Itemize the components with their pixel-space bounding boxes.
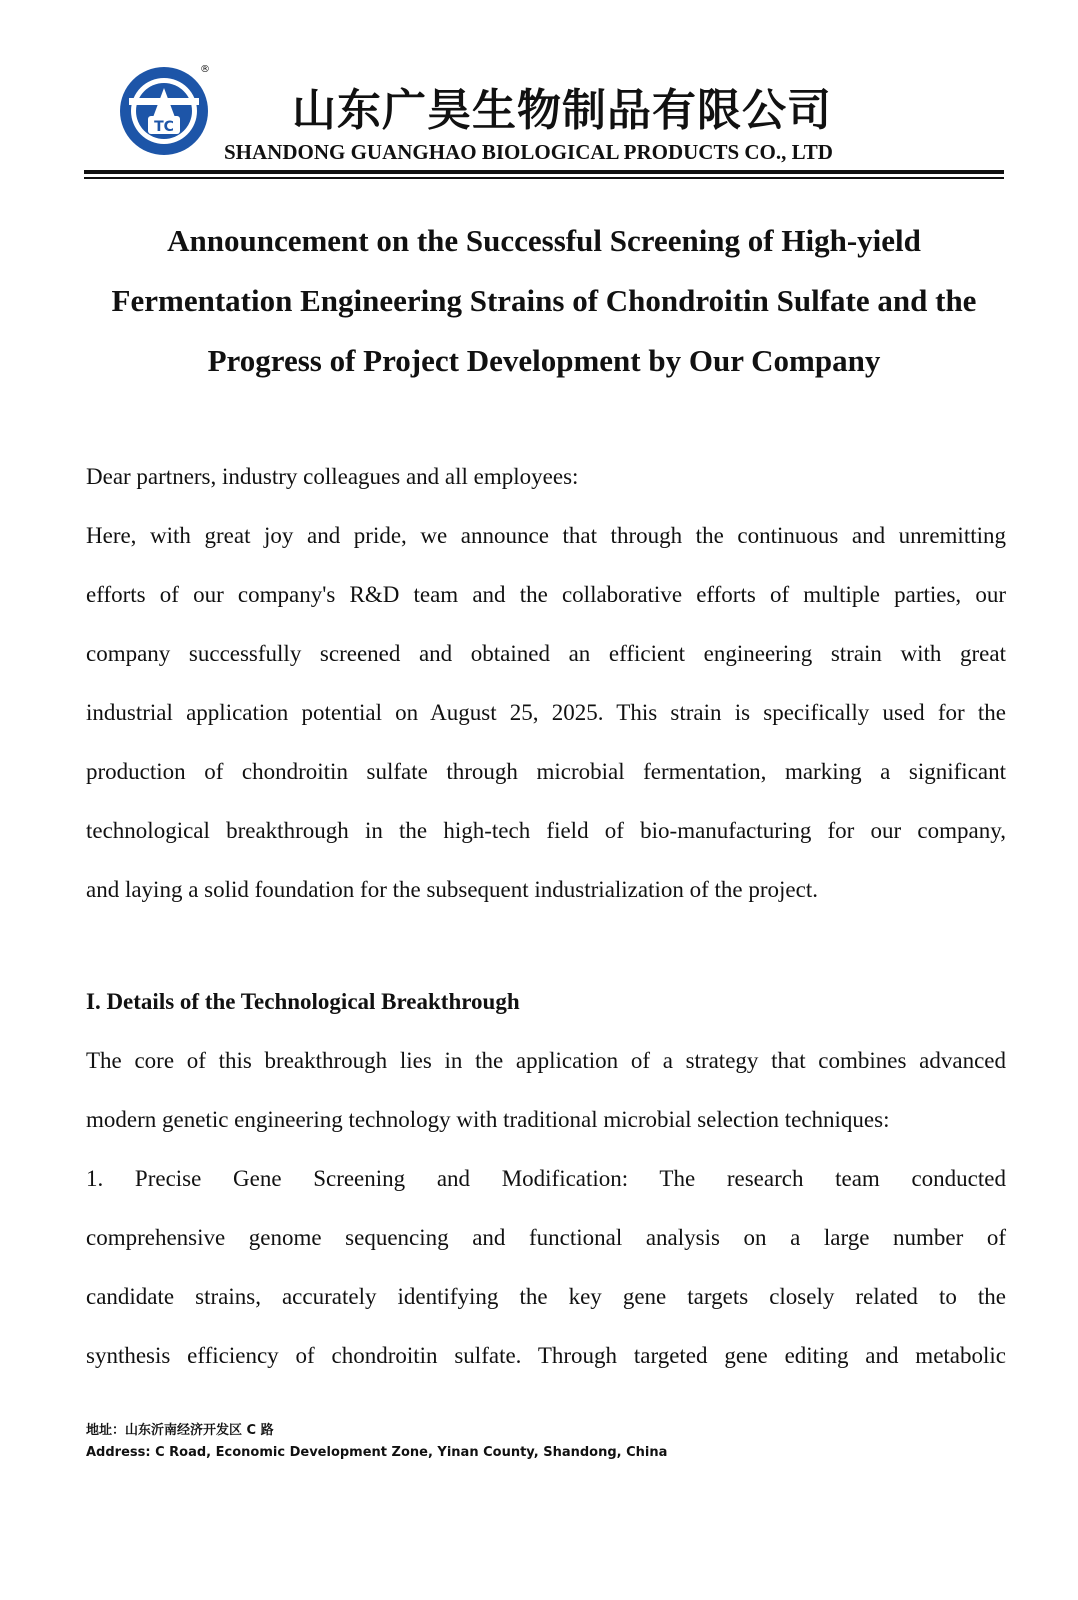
paragraph-line: The core of this breakthrough lies in the application of a strategy that combines advanced [86, 1048, 1006, 1073]
company-name-english: SHANDONG GUANGHAO BIOLOGICAL PRODUCTS CO., LTD [224, 140, 833, 164]
footer-address [86, 1420, 667, 1464]
salutation: Dear partners, industry colleagues and all employees: [86, 464, 579, 489]
company-name-chinese: 山东广昊生物制品有限公司 [292, 85, 832, 136]
announcement-title [60, 211, 1028, 391]
paragraph-line: 1. Precise Gene Screening and Modification: The research team conducted [86, 1166, 1006, 1191]
paragraph-line: comprehensive genome sequencing and functional analysis on a large number of [86, 1225, 1006, 1250]
paragraph-line: industrial application potential on August 25, 2025. This strain is specifically used for the [86, 700, 1006, 725]
paragraph-line: and laying a solid foundation for the subsequent industrialization of the project. [86, 877, 818, 902]
paragraph-line: production of chondroitin sulfate through microbial fermentation, marking a significant [86, 759, 1006, 784]
header-rule-thin [84, 177, 1004, 179]
paragraph-line: Here, with great joy and pride, we announce that through the continuous and unremitting [86, 523, 1006, 548]
paragraph-line: synthesis efficiency of chondroitin sulfate. Through targeted gene editing and metabolic [86, 1343, 1006, 1368]
address-chinese: 地址：山东沂南经济开发区 C 路 [86, 1423, 274, 1438]
paragraph-line: modern genetic engineering technology with traditional microbial selection techniques: [86, 1107, 890, 1132]
paragraph-line: company successfully screened and obtained an efficient engineering strain with great [86, 641, 1006, 666]
paragraph-line: efforts of our company's R&D team and the collaborative efforts of multiple parties, our [86, 582, 1006, 607]
company-logo-icon [117, 58, 217, 162]
body-section-intro [86, 447, 1006, 919]
header-rule-thick [84, 170, 1004, 174]
address-english: Address: C Road, Economic Development Zone, Yinan County, Shandong, China [86, 1445, 668, 1460]
paragraph-line: technological breakthrough in the high-tech field of bio-manufacturing for our company, [86, 818, 1006, 843]
paragraph-line: candidate strains, accurately identifying the key gene targets closely related to the [86, 1284, 1006, 1309]
title-line: Announcement on the Successful Screening of High-yield [167, 223, 921, 258]
logo-text: TC [154, 119, 174, 135]
registered-mark: ® [200, 64, 210, 75]
body-section-1 [86, 972, 1006, 1385]
section-heading: I. Details of the Technological Breakthrough [86, 989, 520, 1014]
title-line: Fermentation Engineering Strains of Chondroitin Sulfate and the [111, 283, 977, 318]
title-line: Progress of Project Development by Our Company [207, 343, 881, 378]
